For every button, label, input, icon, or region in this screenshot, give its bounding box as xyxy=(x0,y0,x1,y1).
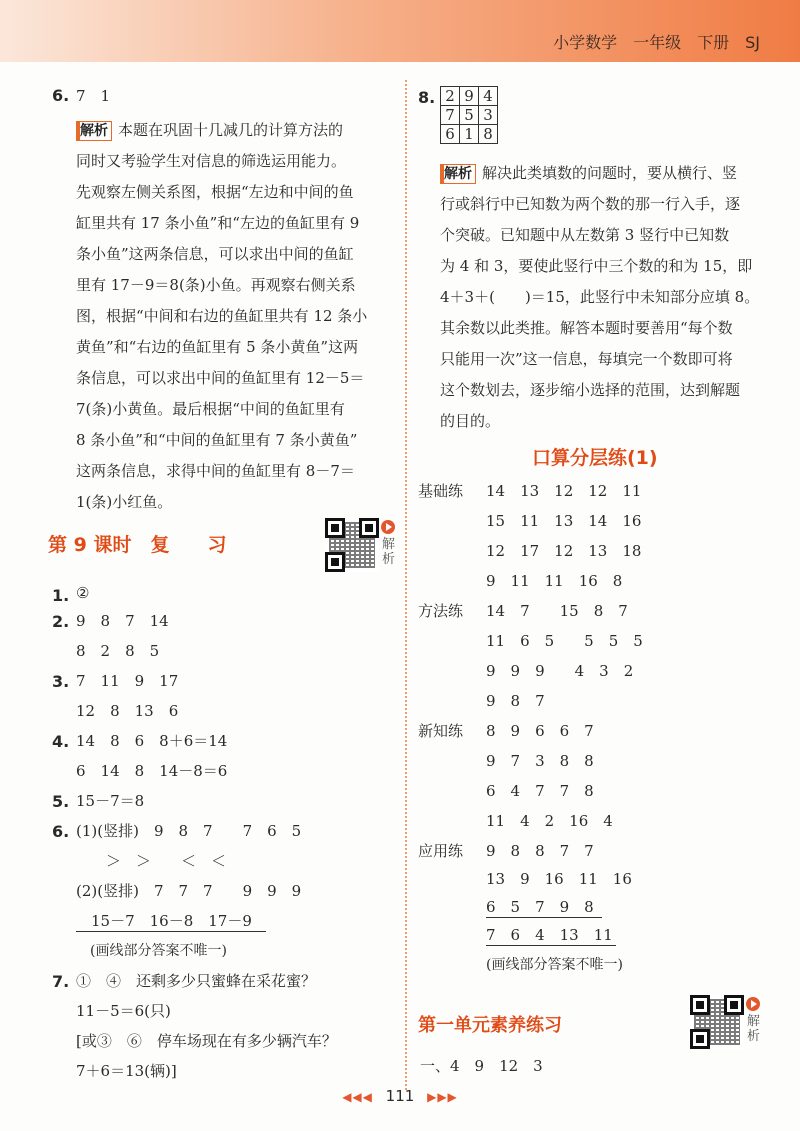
item-line: 11－5＝6(只) xyxy=(76,1002,171,1020)
grid-cell: 9 xyxy=(460,87,479,106)
analysis-line: 1(条)小红鱼。 xyxy=(76,493,173,511)
header-bar xyxy=(0,0,800,62)
item-number: 5. xyxy=(52,792,70,811)
analysis-line: 条信息，可以求出中间的鱼缸里有 12－5＝ xyxy=(76,369,365,387)
group-row: 15 11 13 14 16 xyxy=(486,512,642,530)
q6-number: 6. xyxy=(52,86,70,105)
analysis-line: 其余数以此类推。解答本题时要善用“每个数 xyxy=(440,319,733,337)
group-row: 9 8 7 xyxy=(486,692,545,710)
analysis-line: 这个数划去，逐步缩小选择的范围，达到解题 xyxy=(440,381,741,399)
play-icon[interactable] xyxy=(746,997,760,1011)
q8-analysis xyxy=(440,158,770,437)
group-label: 应用练 xyxy=(418,842,464,860)
item-line: (2)(竖排) 7 7 7 9 9 9 xyxy=(76,882,302,900)
analysis-line: 里有 17－9＝8(条)小鱼。再观察右侧关系 xyxy=(76,276,356,294)
group-row: 9 7 3 8 8 xyxy=(486,752,594,770)
grid-cell: 6 xyxy=(441,125,460,144)
q6-analysis xyxy=(76,115,394,518)
analysis-line: 行或斜行中已知数为两个数的那一行入手，逐 xyxy=(440,195,741,213)
group-row: 9 11 11 16 8 xyxy=(486,572,623,590)
group-row: 6 4 7 7 8 xyxy=(486,782,594,800)
grid-cell: 8 xyxy=(479,125,498,144)
group-row: 8 9 6 6 7 xyxy=(486,722,594,740)
analysis-line: 黄鱼”和“右边的鱼缸里有 5 条小黄鱼”这两 xyxy=(76,338,359,356)
item-line: ＞ ＞ ＜ ＜ xyxy=(76,852,227,870)
group-row: 14 13 12 12 11 xyxy=(486,482,642,500)
group-row: 11 6 5 5 5 5 xyxy=(486,632,643,650)
left-arrows-icon: ◀◀◀ xyxy=(342,1090,373,1104)
item-line: 12 8 13 6 xyxy=(76,702,179,720)
lesson-title: 第 9 课时 复 习 xyxy=(48,534,227,556)
group-label: 新知练 xyxy=(418,722,464,740)
group-row: 9 8 8 7 7 xyxy=(486,842,594,860)
q6-answer: 7 1 xyxy=(76,87,111,105)
analysis-line: 为 4 和 3，要使此竖行中三个数的和为 15，即 xyxy=(440,257,753,275)
analysis-line: 缸里共有 17 条小鱼”和“左边的鱼缸里有 9 xyxy=(76,214,360,232)
underlined-row: 7 6 4 13 11 xyxy=(486,924,616,946)
item-line: 7＋6＝13(辆)] xyxy=(76,1062,177,1080)
item-number: 6. xyxy=(52,822,70,841)
group-row: 12 17 12 13 18 xyxy=(486,542,642,560)
group-label: 方法练 xyxy=(418,602,464,620)
item-number: 7. xyxy=(52,972,70,991)
page-footer xyxy=(0,1087,800,1105)
item-line: [或③ ⑥ 停车场现在有多少辆汽车？ xyxy=(76,1032,337,1050)
item-line: 7 11 9 17 xyxy=(76,672,179,690)
group-row: 11 4 2 16 4 xyxy=(486,812,613,830)
item-number: 1. xyxy=(52,586,70,605)
column-divider xyxy=(405,80,407,1090)
analysis-line: 的目的。 xyxy=(440,412,501,430)
group-row: 13 9 16 11 16 xyxy=(486,870,632,888)
item-line: 6 14 8 14－8＝6 xyxy=(76,762,228,780)
q8-number: 8. xyxy=(418,88,436,107)
qr-label: 解析 xyxy=(747,1014,761,1044)
analysis-line: 本题在巩固十几减几的计算方法的 xyxy=(118,121,344,139)
grid-cell: 4 xyxy=(479,87,498,106)
header-title: 小学数学 一年级 下册 SJ xyxy=(553,33,760,52)
analysis-line: 8 条小鱼”和“中间的鱼缸里有 7 条小黄鱼” xyxy=(76,431,358,449)
right-arrows-icon: ▶▶▶ xyxy=(427,1090,458,1104)
underlined-answer: 15－7 16－8 17－9 xyxy=(76,910,266,932)
oral-section-title: 口算分层练(1) xyxy=(532,447,658,469)
analysis-line: 7(条)小黄鱼。最后根据“中间的鱼缸里有 xyxy=(76,400,345,418)
underlined-row: 6 5 7 9 8 xyxy=(486,896,602,918)
grid-cell: 3 xyxy=(479,106,498,125)
analysis-line: 个突破。已知题中从左数第 3 竖行中已知数 xyxy=(440,226,730,244)
unit-title: 第一单元素养练习 xyxy=(418,1015,562,1036)
analysis-line: 这两条信息，求得中间的鱼缸里有 8－7＝ xyxy=(76,462,355,480)
item-line: 9 8 7 14 xyxy=(76,612,169,630)
grid-cell: 5 xyxy=(460,106,479,125)
play-icon[interactable] xyxy=(381,520,395,534)
unit-first-answer: 一、4 9 12 3 xyxy=(420,1057,543,1075)
analysis-line: 4＋3＋( )＝15，此竖行中未知部分应填 8。 xyxy=(440,288,760,306)
analysis-line: 只能用一次”这一信息，每填完一个数即可将 xyxy=(440,350,733,368)
group-row: 14 7 15 8 7 xyxy=(486,602,628,620)
grid-cell: 7 xyxy=(441,106,460,125)
grid-cell: 1 xyxy=(460,125,479,144)
analysis-line: 先观察左侧关系图，根据“左边和中间的鱼 xyxy=(76,183,354,201)
item-number: 2. xyxy=(52,612,70,631)
group-row: 9 9 9 4 3 2 xyxy=(486,662,634,680)
grid-cell: 2 xyxy=(441,87,460,106)
analysis-line: 解决此类填数的问题时，要从横行、竖 xyxy=(482,164,738,182)
item-note: (画线部分答案不唯一) xyxy=(76,943,227,959)
item-line: ① ④ 还剩多少只蜜蜂在采花蜜？ xyxy=(76,972,317,990)
qr-label: 解析 xyxy=(382,537,396,567)
magic-square xyxy=(440,86,498,144)
item-number: 4. xyxy=(52,732,70,751)
analysis-line: 图，根据“中间和右边的鱼缸里共有 12 条小 xyxy=(76,307,368,325)
analysis-line: 条小鱼”这两条信息，可以求出中间的鱼缸 xyxy=(76,245,354,263)
analysis-tag: 解析 xyxy=(76,121,112,141)
item-number: 3. xyxy=(52,672,70,691)
qr-code[interactable] xyxy=(690,995,744,1049)
qr-code[interactable] xyxy=(325,518,379,572)
item-line: (1)(竖排) 9 8 7 7 6 5 xyxy=(76,822,302,840)
item-line: 15－7＝8 xyxy=(76,792,145,810)
underline-note: (画线部分答案不唯一) xyxy=(486,957,623,973)
page-number: 111 xyxy=(385,1087,415,1105)
item-line: ② xyxy=(76,584,90,602)
analysis-tag: 解析 xyxy=(440,164,476,184)
group-label: 基础练 xyxy=(418,482,464,500)
analysis-line: 同时又考验学生对信息的筛选运用能力。 xyxy=(76,152,347,170)
item-line: 8 2 8 5 xyxy=(76,642,160,660)
item-line: 14 8 6 8＋6＝14 xyxy=(76,732,228,750)
